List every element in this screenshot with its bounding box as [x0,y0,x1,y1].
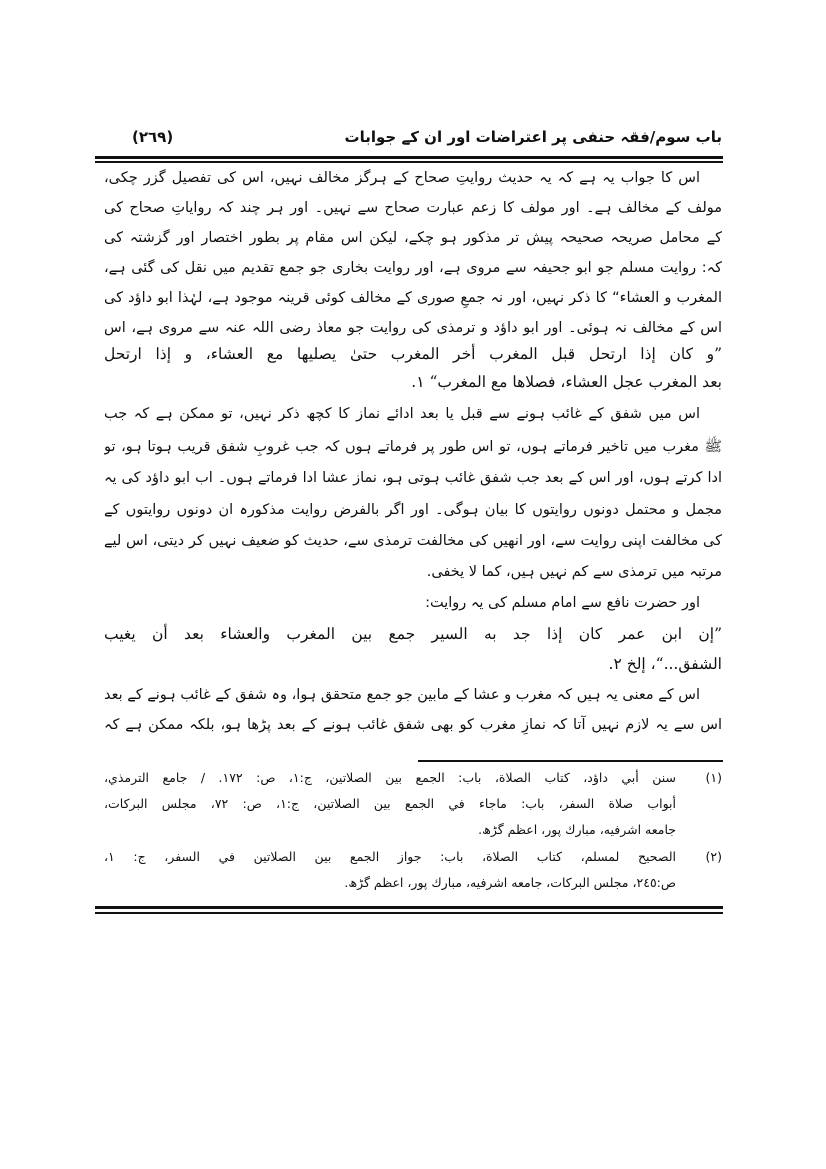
body-line: کی مخالفت اپنی روایت سے، اور انھیں کی مخالفت ترمذی سے، حدیث کو ضعیف نہیں کر دیتی، اس لیے [104,533,722,549]
body-line: ادا کرتے ہوں، اور اس کے بعد جب شفق غائب ہوتی ہو، نماز عشا ادا فرماتے ہوں۔ اب ابو داؤد کی یہ [104,470,722,486]
body-line: اس کے معنی یہ ہیں کہ مغرب و عشا کے مابین جو جمع متحقق ہوا، وہ شفق کے غائب ہونے کے بعد [104,687,700,703]
body-line: ﷺ مغرب میں تاخیر فرماتے ہوں، تو اس طور پر فرماتے ہوں کہ جب غروبِ شفق قریب ہوتا ہو، تو [104,439,722,455]
body-line: اس میں شفق کے غائب ہونے سے قبل یا بعد ادائے نماز کا کچھ ذکر نہیں، تو ممکن ہے کہ جب [104,406,700,422]
footnote-2-line [104,873,722,895]
footnote-text: ص:٢٤٥، مجلس البركات، جامعه اشرفيه، مبارك پور، اعظم گڑھ. [344,875,676,890]
body-line: اس کا جواب یہ ہے کہ یہ حدیث روایتِ صحاح کے ہرگز مخالف نہیں، اس کی تفصیل گزر چکی، [104,170,700,186]
footnote-text: أبواب صلاة السفر، باب: ماجاء في الجمع بين الصلاتين، ج:١، ص: ٧٢، مجلس البركات، [104,796,676,811]
body-line: اور حضرت نافع سے امام مسلم کی یہ روایت: [425,595,700,611]
footnote-2-line [104,847,722,869]
footnote-1-line [104,820,722,842]
footnote-text: الصحيح لمسلم، كتاب الصلاة، باب: جواز الجمع بين الصلاتين في السفر، ج: ١، [104,849,676,864]
arabic-quote-line: ”و كان إذا ارتحل قبل المغرب أخر المغرب حتىٰ يصليها مع العشاء، و إذا ارتحل [104,345,722,363]
footnote-1-line [104,794,722,816]
header-rule-thick [95,156,723,159]
arabic-quote-line: الشفق...“، إلخ ٢. [608,655,722,673]
page-number: (٢٦٩) [132,128,174,146]
footnote-text: جامعه اشرفيه، مبارك پور، اعظم گڑھ. [478,822,676,837]
body-line: اس سے یہ لازم نہیں آتا کہ نمازِ مغرب کو بھی شفق غائب ہونے کے بعد پڑھا ہو، بلکہ ممکن ہے کہ [104,717,722,733]
body-line: کہ: روایت مسلم جو ابو جحیفہ سے مروی ہے، اور روایت بخاری جو جمع تقدیم میں نقل کی گئی ہے، [104,260,722,276]
footer-rule-thin [95,912,723,914]
body-line: کے محامل صریحہ صحیحہ پیش تر مذکور ہو چکے، لیکن اس مقام پر بطور اختصار اور گزشتہ کی [104,230,722,246]
body-line: مرتبہ میں ترمذی سے کم نہیں ہیں، کما لا يخفى. [426,564,722,580]
footer-rule-thick [95,906,723,909]
footnote-text: سنن أبي داؤد، كتاب الصلاة، باب: الجمع بين الصلاتين، ج:١، ص: ١٧٢. / جامع الترمذي، [104,770,676,785]
arabic-quote-line: ”إن ابن عمر كان إذا جد به السير جمع بين المغرب والعشاء بعد أن يغيب [104,625,722,643]
body-line: مولف کے مخالف ہے۔ اور مولف کا زعم عبارت صحاح سے نہیں۔ اور ہر چند کہ روایاتِ صحاح کی [104,200,722,216]
footnote-1-line [104,768,722,790]
arabic-quote-line: بعد المغرب عجل العشاء، فصلاها مع المغرب“ ١. [411,373,722,391]
footnote-number: (١) [705,770,722,785]
body-line: المغرب و العشاء“ کا ذکر نہیں، اور نہ جمعِ صوری کے مخالف کوئی قرینہ موجود ہے، لہٰذا ابو داؤد کی [104,290,722,306]
footnote-number: (٢) [705,849,722,864]
header-rule-thin [95,161,723,163]
body-line: اس کے مخالف نہ ہوئی۔ اور ابو داؤد و ترمذی کی روایت جو معاذ رضی اللہ عنہ سے مروی ہے، اس [104,320,722,336]
footnote-separator [418,760,723,762]
body-line: مجمل و محتمل دونوں روایتوں کا بیان ہوگی۔ اور اگر بالفرض روایت مذکورہ ان دونوں روایتوں کے [104,502,722,518]
running-header-title: باب سوم/فقہ حنفی پر اعتراضات اور ان کے جوابات [344,128,722,146]
